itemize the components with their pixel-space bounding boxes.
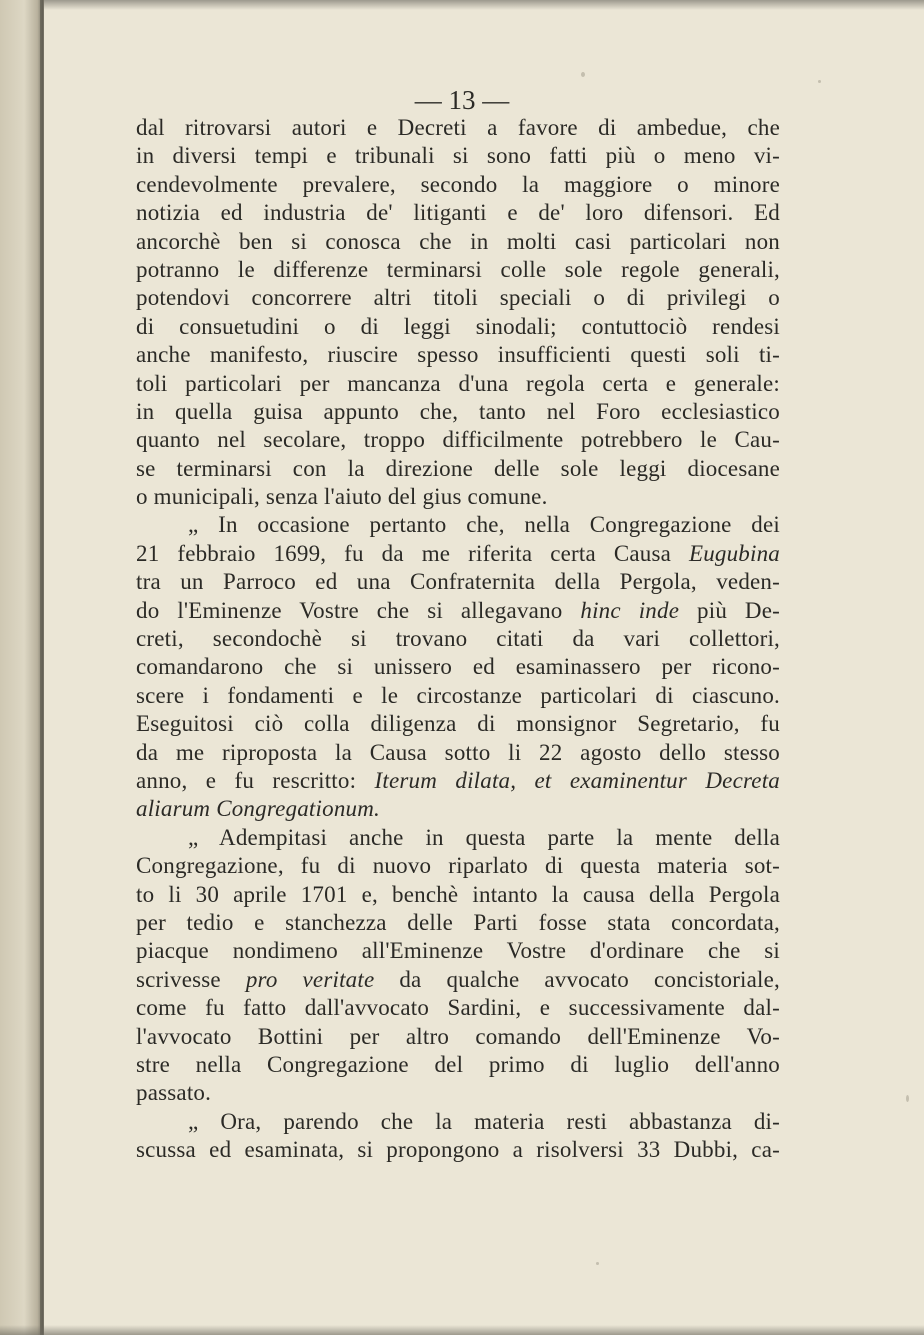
- text-line: [136, 568, 780, 596]
- paper-speck: [818, 80, 821, 83]
- text-run: „ In occasione pertanto che, nella Congregazione dei: [188, 512, 780, 538]
- text-line: [136, 398, 780, 426]
- text-line: [136, 341, 780, 369]
- text-line: [136, 199, 780, 227]
- text-line: [136, 455, 780, 483]
- text-run: Congregazione, fu di nuovo riparlato di questa materia sot-: [136, 853, 780, 879]
- paper-speck: [596, 1262, 599, 1265]
- text-run: più De-: [679, 597, 781, 623]
- text-line: [136, 767, 780, 795]
- text-line: [136, 881, 780, 909]
- text-line: [136, 256, 780, 284]
- bottom-edge-shadow: [0, 1325, 924, 1335]
- text-run: comandarono che si unissero ed esaminassero per ricono-: [136, 654, 780, 680]
- book-spine-gutter: [0, 0, 44, 1335]
- text-run: da qualche avvocato concistoriale,: [374, 966, 780, 992]
- text-run: piacque nondimeno all'Eminenze Vostre d'ordinare che si: [136, 938, 780, 964]
- italic-phrase: pro veritate: [245, 966, 375, 992]
- text-run: toli particolari per mancanza d'una regola certa e generale:: [136, 370, 780, 396]
- text-line: [136, 1023, 780, 1051]
- text-line: [136, 114, 780, 142]
- text-run: dal ritrovarsi autori e Decreti a favore di ambedue, che: [136, 115, 780, 140]
- text-run: Eseguitosi ciò colla diligenza di monsignor Segretario, fu: [136, 711, 780, 737]
- text-run: stre nella Congregazione del primo di luglio dell'anno: [136, 1051, 780, 1077]
- text-run: „ Ora, parendo che la materia resti abbastanza di-: [188, 1108, 780, 1134]
- text-line: [136, 1051, 780, 1079]
- text-line: [136, 284, 780, 312]
- text-line: [136, 313, 780, 341]
- italic-phrase: Eugubina: [688, 540, 780, 566]
- italic-phrase: hinc inde: [580, 597, 680, 623]
- text-run: tra un Parroco ed una Confraternita della Pergola, veden-: [136, 569, 780, 595]
- text-run: in quella guisa appunto che, tanto nel Foro ecclesiastico: [136, 398, 780, 424]
- text-run: potendovi concorrere altri titoli speciali o di privilegi o: [136, 285, 780, 311]
- page-number: — 13 —: [414, 85, 510, 115]
- text-run: anche manifesto, riuscire spesso insufficienti questi soli ti-: [136, 342, 780, 368]
- text-run: se terminarsi con la direzione delle sole leggi diocesane: [136, 455, 780, 481]
- text-line: [136, 171, 780, 199]
- italic-phrase: Iterum dilata, et examinentur Decreta: [374, 767, 780, 793]
- text-line: [136, 994, 780, 1022]
- text-run: scussa ed esaminata, si propongono a risolversi 33 Dubbi, ca-: [136, 1137, 780, 1163]
- text-line: [136, 682, 780, 710]
- text-line: [136, 937, 780, 965]
- text-run: come fu fatto dall'avvocato Sardini, e successivamente dal-: [136, 995, 780, 1021]
- text-run: l'avvocato Bottini per altro comando dell'Eminenze Vo-: [136, 1023, 780, 1049]
- text-line: [136, 710, 780, 738]
- text-run: potranno le differenze terminarsi colle sole regole generali,: [136, 256, 780, 282]
- paper-speck: [906, 1095, 909, 1102]
- text-run: to li 30 aprile 1701 e, benchè intanto la causa della Pergola: [136, 881, 780, 907]
- text-line: [136, 852, 780, 880]
- text-run: notizia ed industria de' litiganti e de' loro difensori. Ed: [136, 200, 780, 226]
- top-edge-shadow: [44, 0, 924, 10]
- text-line: [136, 228, 780, 256]
- text-run: in diversi tempi e tribunali si sono fatti più o meno vi-: [136, 143, 780, 169]
- text-line: [136, 426, 780, 454]
- text-line: [136, 597, 780, 625]
- text-run: do l'Eminenze Vostre che si allegavano: [136, 597, 581, 623]
- text-line: [136, 795, 780, 823]
- body-text: [136, 114, 780, 1164]
- text-line: [136, 824, 780, 852]
- paper-speck: [581, 72, 585, 77]
- text-run: creti, secondochè si trovano citati da vari collettori,: [136, 626, 780, 652]
- text-run: anno, e fu rescritto:: [136, 767, 375, 793]
- text-run: passato.: [136, 1080, 212, 1106]
- text-line: [136, 625, 780, 653]
- text-run: per tedio e stanchezza delle Parti fosse stata concordata,: [136, 909, 780, 935]
- text-run: quanto nel secolare, troppo difficilmente potrebbero le Cau-: [136, 427, 780, 453]
- text-line: [136, 370, 780, 398]
- text-line: [136, 540, 780, 568]
- text-line: [136, 1108, 780, 1136]
- text-run: cendevolmente prevalere, secondo la maggiore o minore: [136, 171, 780, 197]
- text-line: [136, 142, 780, 170]
- text-run: da me riproposta la Causa sotto li 22 agosto dello stesso: [136, 739, 780, 765]
- text-run: ancorchè ben si conosca che in molti casi particolari non: [136, 228, 780, 254]
- text-line: [136, 511, 780, 539]
- spine-edge-line: [40, 0, 43, 1335]
- text-line: [136, 653, 780, 681]
- italic-phrase: aliarum Congregationum.: [136, 796, 380, 822]
- text-line: [136, 966, 780, 994]
- text-run: 21 febbraio 1699, fu da me riferita certa Causa: [136, 540, 689, 566]
- text-run: „ Adempitasi anche in questa parte la mente della: [188, 824, 780, 850]
- text-line: [136, 483, 780, 511]
- text-run: scrivesse: [136, 966, 246, 992]
- text-line: [136, 909, 780, 937]
- text-run: o municipali, senza l'aiuto del gius comune.: [136, 484, 548, 510]
- text-line: [136, 739, 780, 767]
- text-run: di consuetudini o di leggi sinodali; contuttociò rendesi: [136, 313, 780, 339]
- text-line: [136, 1079, 780, 1107]
- text-run: scere i fondamenti e le circostanze particolari di ciascuno.: [136, 682, 780, 708]
- text-line: [136, 1136, 780, 1164]
